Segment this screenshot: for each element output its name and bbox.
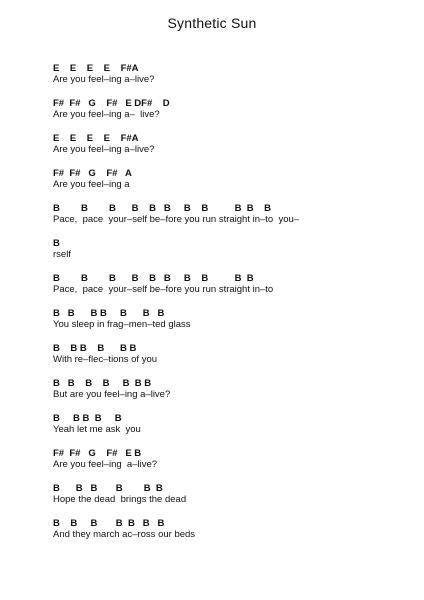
lyric-line: Are you feel–ing a bbox=[53, 179, 130, 190]
lyric-line: And they march ac–ross our beds bbox=[53, 529, 196, 540]
stanza bbox=[53, 483, 413, 506]
lyric-line: You sleep in frag–men–ted glass bbox=[53, 319, 191, 330]
chord-sheet bbox=[53, 63, 413, 553]
chord-line: F# F# G F# E DF# D bbox=[53, 98, 170, 109]
stanza bbox=[53, 448, 413, 471]
chord-line: B B B B B B B B B B B bbox=[53, 203, 271, 214]
chord-line: B B B B B B B B B B bbox=[53, 273, 254, 284]
lyric-line: Hope the dead brings the dead bbox=[53, 494, 187, 505]
lyric-line: Are you feel–ing a– live? bbox=[53, 109, 160, 120]
chord-line: B B B B B bbox=[53, 413, 122, 424]
chord-line: F# F# G F# A bbox=[53, 168, 132, 179]
chord-line: B B B B B B B bbox=[53, 378, 152, 389]
chord-line: E E E E F#A bbox=[53, 133, 139, 144]
lyric-line: But are you feel–ing a–live? bbox=[53, 389, 171, 400]
lyric-line: Are you feel–ing a–live? bbox=[53, 459, 158, 470]
stanza bbox=[53, 203, 413, 226]
chord-line: B B B B B B B bbox=[53, 308, 165, 319]
song-title: Synthetic Sun bbox=[167, 15, 257, 31]
stanza bbox=[53, 378, 413, 401]
lyric-line: Yeah let me ask you bbox=[53, 424, 141, 435]
stanza bbox=[53, 238, 413, 261]
chord-line: E E E E F#A bbox=[53, 63, 139, 74]
chord-line: B B B B B B bbox=[53, 343, 137, 354]
stanza bbox=[53, 343, 413, 366]
stanza bbox=[53, 133, 413, 156]
stanza bbox=[53, 308, 413, 331]
stanza bbox=[53, 63, 413, 86]
chord-line: B bbox=[53, 238, 60, 249]
lyric-line: rself bbox=[53, 249, 71, 260]
lyric-line: Are you feel–ing a–live? bbox=[53, 144, 155, 155]
lyric-line: Pace, pace your–self be–fore you run straight in–to bbox=[53, 284, 274, 295]
stanza bbox=[53, 168, 413, 191]
stanza bbox=[53, 518, 413, 541]
chord-line: F# F# G F# E B bbox=[53, 448, 142, 459]
lyric-line: Pace, pace your–self be–fore you run straight in–to you– bbox=[53, 214, 300, 225]
chord-line: B B B B B B bbox=[53, 483, 163, 494]
chord-line: B B B B B B B bbox=[53, 518, 165, 529]
lyric-line: Are you feel–ing a–live? bbox=[53, 74, 155, 85]
stanza bbox=[53, 413, 413, 436]
stanza bbox=[53, 98, 413, 121]
stanza bbox=[53, 273, 413, 296]
lyric-line: With re–flec–tions of you bbox=[53, 354, 158, 365]
